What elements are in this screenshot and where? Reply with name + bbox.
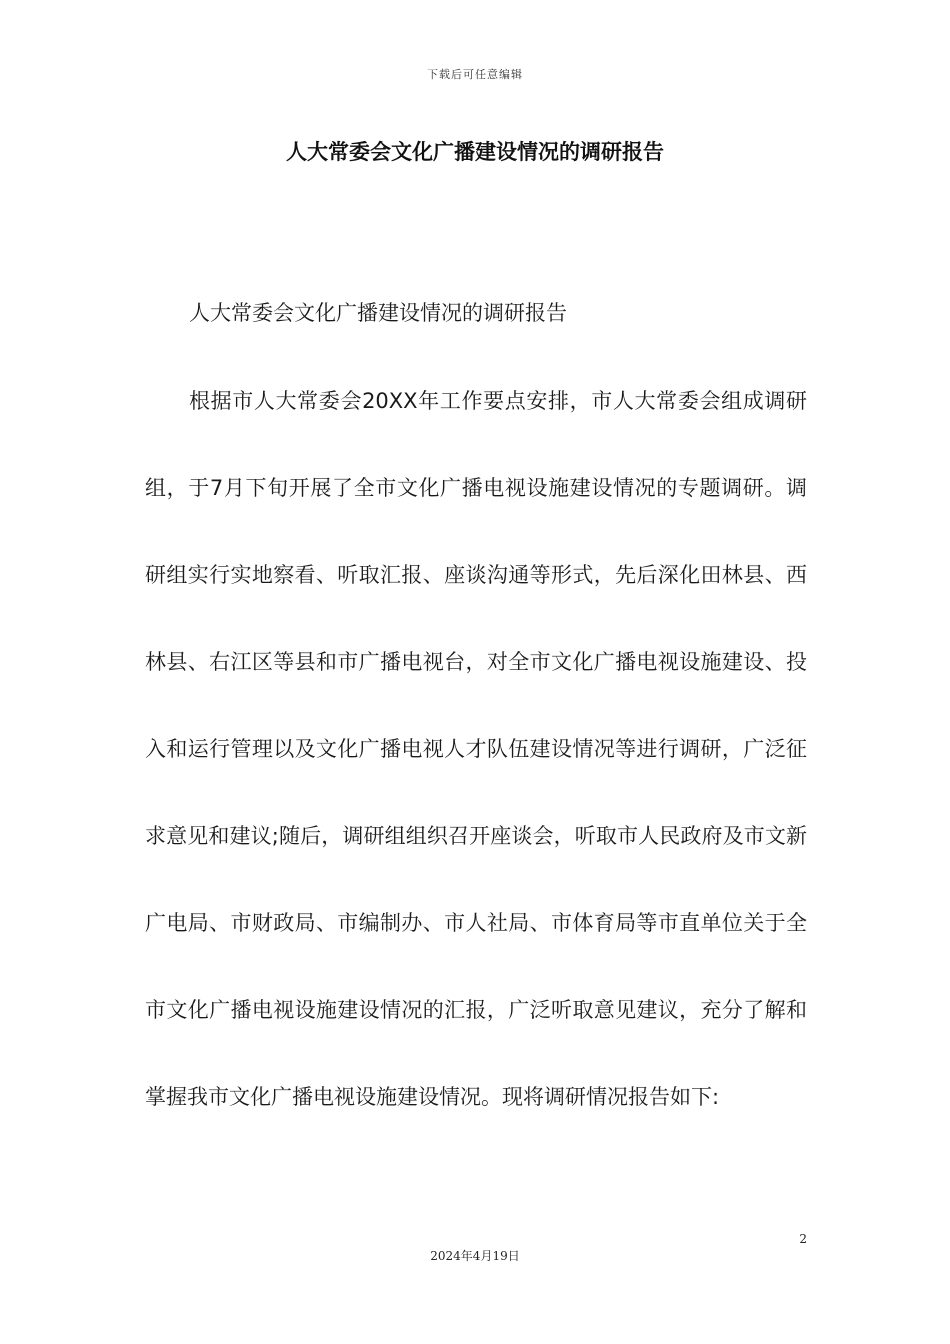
body-paragraph-subtitle: 人大常委会文化广播建设情况的调研报告	[189, 301, 567, 325]
body-paragraph-main: 根据市人大常委会20XX年工作要点安排，市人大常委会组成调研组，于7月下旬开展了全市文化广播电视设施建设情况的专题调研。调研组实行实地察看、听取汇报、座谈沟通等形式，先后深化田林县、西林县、右江区等县和市广播电视台，对全市文化广播电视设施建设、投入和运行管理以及文化广播电视人才队伍建设情况等进行调研，广泛征求意见和建议;随后，调研组组织召开座谈会，听取市人民政府及市文新广电局、市财政局、市编制办、市人社局、市体育局等市直单位关于全市文化广播电视设施建设情况的汇报，广泛听取意见建议，充分了解和掌握我市文化广播电视设施建设情况。现将调研情况报告如下:	[145, 389, 807, 1109]
document-body	[145, 294, 807, 1141]
header-note: 下载后可任意编辑	[427, 68, 523, 81]
document-title: 人大常委会文化广播建设情况的调研报告	[286, 140, 664, 164]
footer-date: 2024年4月19日	[430, 1249, 520, 1263]
page-number: 2	[799, 1232, 807, 1246]
